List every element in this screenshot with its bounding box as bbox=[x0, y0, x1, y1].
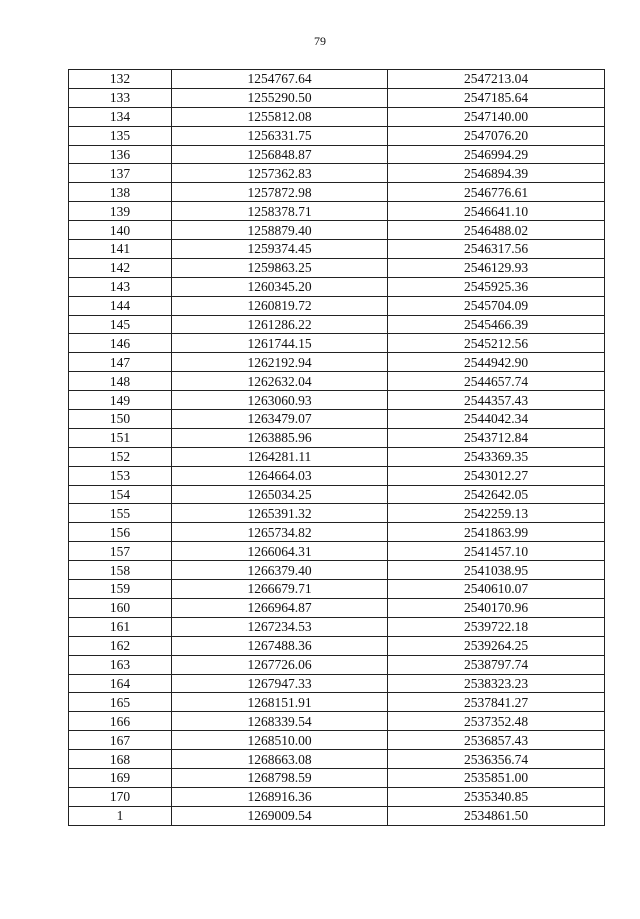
y-coordinate-cell: 2535340.85 bbox=[388, 787, 605, 806]
y-coordinate-cell: 2543012.27 bbox=[388, 466, 605, 485]
table-row bbox=[69, 372, 605, 391]
point-number-cell: 159 bbox=[69, 580, 172, 599]
x-coordinate-cell: 1266964.87 bbox=[172, 598, 388, 617]
y-coordinate-cell: 2534861.50 bbox=[388, 806, 605, 825]
table-row bbox=[69, 353, 605, 372]
point-number-cell: 163 bbox=[69, 655, 172, 674]
x-coordinate-cell: 1263060.93 bbox=[172, 391, 388, 410]
point-number-cell: 166 bbox=[69, 712, 172, 731]
y-coordinate-cell: 2536857.43 bbox=[388, 731, 605, 750]
y-coordinate-cell: 2547140.00 bbox=[388, 107, 605, 126]
coordinates-table bbox=[68, 69, 605, 826]
table-row bbox=[69, 485, 605, 504]
point-number-cell: 168 bbox=[69, 750, 172, 769]
y-coordinate-cell: 2541457.10 bbox=[388, 542, 605, 561]
table-row bbox=[69, 202, 605, 221]
x-coordinate-cell: 1255812.08 bbox=[172, 107, 388, 126]
table-row bbox=[69, 126, 605, 145]
table-row bbox=[69, 107, 605, 126]
y-coordinate-cell: 2545466.39 bbox=[388, 315, 605, 334]
x-coordinate-cell: 1265734.82 bbox=[172, 523, 388, 542]
table-row bbox=[69, 523, 605, 542]
point-number-cell: 144 bbox=[69, 296, 172, 315]
x-coordinate-cell: 1266379.40 bbox=[172, 561, 388, 580]
point-number-cell: 150 bbox=[69, 410, 172, 429]
point-number-cell: 149 bbox=[69, 391, 172, 410]
x-coordinate-cell: 1268916.36 bbox=[172, 787, 388, 806]
point-number-cell: 141 bbox=[69, 240, 172, 259]
y-coordinate-cell: 2537841.27 bbox=[388, 693, 605, 712]
y-coordinate-cell: 2547213.04 bbox=[388, 70, 605, 89]
table-row bbox=[69, 183, 605, 202]
point-number-cell: 170 bbox=[69, 787, 172, 806]
x-coordinate-cell: 1258879.40 bbox=[172, 221, 388, 240]
y-coordinate-cell: 2538797.74 bbox=[388, 655, 605, 674]
x-coordinate-cell: 1265034.25 bbox=[172, 485, 388, 504]
point-number-cell: 134 bbox=[69, 107, 172, 126]
x-coordinate-cell: 1268339.54 bbox=[172, 712, 388, 731]
x-coordinate-cell: 1262192.94 bbox=[172, 353, 388, 372]
y-coordinate-cell: 2546894.39 bbox=[388, 164, 605, 183]
point-number-cell: 153 bbox=[69, 466, 172, 485]
point-number-cell: 152 bbox=[69, 447, 172, 466]
point-number-cell: 156 bbox=[69, 523, 172, 542]
x-coordinate-cell: 1257872.98 bbox=[172, 183, 388, 202]
y-coordinate-cell: 2546129.93 bbox=[388, 258, 605, 277]
table-row bbox=[69, 240, 605, 259]
x-coordinate-cell: 1255290.50 bbox=[172, 88, 388, 107]
table-body bbox=[69, 70, 605, 826]
point-number-cell: 155 bbox=[69, 504, 172, 523]
table-row bbox=[69, 750, 605, 769]
table-row bbox=[69, 145, 605, 164]
point-number-cell: 162 bbox=[69, 636, 172, 655]
x-coordinate-cell: 1265391.32 bbox=[172, 504, 388, 523]
y-coordinate-cell: 2541038.95 bbox=[388, 561, 605, 580]
table-row bbox=[69, 504, 605, 523]
point-number-cell: 161 bbox=[69, 617, 172, 636]
table-row bbox=[69, 806, 605, 825]
x-coordinate-cell: 1268151.91 bbox=[172, 693, 388, 712]
y-coordinate-cell: 2544657.74 bbox=[388, 372, 605, 391]
x-coordinate-cell: 1264664.03 bbox=[172, 466, 388, 485]
table-row bbox=[69, 598, 605, 617]
x-coordinate-cell: 1256848.87 bbox=[172, 145, 388, 164]
x-coordinate-cell: 1263885.96 bbox=[172, 428, 388, 447]
point-number-cell: 138 bbox=[69, 183, 172, 202]
y-coordinate-cell: 2535851.00 bbox=[388, 768, 605, 787]
x-coordinate-cell: 1269009.54 bbox=[172, 806, 388, 825]
y-coordinate-cell: 2544942.90 bbox=[388, 353, 605, 372]
point-number-cell: 151 bbox=[69, 428, 172, 447]
x-coordinate-cell: 1254767.64 bbox=[172, 70, 388, 89]
x-coordinate-cell: 1261286.22 bbox=[172, 315, 388, 334]
table-row bbox=[69, 580, 605, 599]
x-coordinate-cell: 1263479.07 bbox=[172, 410, 388, 429]
point-number-cell: 143 bbox=[69, 277, 172, 296]
x-coordinate-cell: 1267947.33 bbox=[172, 674, 388, 693]
point-number-cell: 132 bbox=[69, 70, 172, 89]
table-row bbox=[69, 258, 605, 277]
y-coordinate-cell: 2539722.18 bbox=[388, 617, 605, 636]
table-row bbox=[69, 391, 605, 410]
x-coordinate-cell: 1268798.59 bbox=[172, 768, 388, 787]
x-coordinate-cell: 1259863.25 bbox=[172, 258, 388, 277]
x-coordinate-cell: 1267234.53 bbox=[172, 617, 388, 636]
y-coordinate-cell: 2547185.64 bbox=[388, 88, 605, 107]
table-row bbox=[69, 221, 605, 240]
table-row bbox=[69, 561, 605, 580]
y-coordinate-cell: 2542642.05 bbox=[388, 485, 605, 504]
y-coordinate-cell: 2541863.99 bbox=[388, 523, 605, 542]
x-coordinate-cell: 1262632.04 bbox=[172, 372, 388, 391]
y-coordinate-cell: 2546776.61 bbox=[388, 183, 605, 202]
point-number-cell: 146 bbox=[69, 334, 172, 353]
point-number-cell: 160 bbox=[69, 598, 172, 617]
y-coordinate-cell: 2536356.74 bbox=[388, 750, 605, 769]
table-row bbox=[69, 447, 605, 466]
point-number-cell: 148 bbox=[69, 372, 172, 391]
point-number-cell: 165 bbox=[69, 693, 172, 712]
table-row bbox=[69, 674, 605, 693]
y-coordinate-cell: 2539264.25 bbox=[388, 636, 605, 655]
y-coordinate-cell: 2546641.10 bbox=[388, 202, 605, 221]
table-row bbox=[69, 617, 605, 636]
y-coordinate-cell: 2540610.07 bbox=[388, 580, 605, 599]
y-coordinate-cell: 2545704.09 bbox=[388, 296, 605, 315]
table-row bbox=[69, 164, 605, 183]
page-number: 79 bbox=[314, 34, 326, 48]
table-row bbox=[69, 428, 605, 447]
table-row bbox=[69, 277, 605, 296]
point-number-cell: 164 bbox=[69, 674, 172, 693]
table-row bbox=[69, 88, 605, 107]
x-coordinate-cell: 1267726.06 bbox=[172, 655, 388, 674]
point-number-cell: 136 bbox=[69, 145, 172, 164]
point-number-cell: 158 bbox=[69, 561, 172, 580]
point-number-cell: 1 bbox=[69, 806, 172, 825]
point-number-cell: 154 bbox=[69, 485, 172, 504]
x-coordinate-cell: 1257362.83 bbox=[172, 164, 388, 183]
x-coordinate-cell: 1268663.08 bbox=[172, 750, 388, 769]
y-coordinate-cell: 2543369.35 bbox=[388, 447, 605, 466]
table-row bbox=[69, 296, 605, 315]
y-coordinate-cell: 2542259.13 bbox=[388, 504, 605, 523]
y-coordinate-cell: 2544042.34 bbox=[388, 410, 605, 429]
y-coordinate-cell: 2540170.96 bbox=[388, 598, 605, 617]
x-coordinate-cell: 1266679.71 bbox=[172, 580, 388, 599]
x-coordinate-cell: 1260345.20 bbox=[172, 277, 388, 296]
table-row bbox=[69, 466, 605, 485]
table-row bbox=[69, 768, 605, 787]
point-number-cell: 133 bbox=[69, 88, 172, 107]
table-row bbox=[69, 712, 605, 731]
x-coordinate-cell: 1266064.31 bbox=[172, 542, 388, 561]
x-coordinate-cell: 1267488.36 bbox=[172, 636, 388, 655]
y-coordinate-cell: 2537352.48 bbox=[388, 712, 605, 731]
y-coordinate-cell: 2545925.36 bbox=[388, 277, 605, 296]
point-number-cell: 142 bbox=[69, 258, 172, 277]
point-number-cell: 135 bbox=[69, 126, 172, 145]
y-coordinate-cell: 2538323.23 bbox=[388, 674, 605, 693]
y-coordinate-cell: 2545212.56 bbox=[388, 334, 605, 353]
table-row bbox=[69, 655, 605, 674]
y-coordinate-cell: 2543712.84 bbox=[388, 428, 605, 447]
table-row bbox=[69, 334, 605, 353]
point-number-cell: 139 bbox=[69, 202, 172, 221]
x-coordinate-cell: 1264281.11 bbox=[172, 447, 388, 466]
point-number-cell: 147 bbox=[69, 353, 172, 372]
y-coordinate-cell: 2544357.43 bbox=[388, 391, 605, 410]
point-number-cell: 169 bbox=[69, 768, 172, 787]
y-coordinate-cell: 2547076.20 bbox=[388, 126, 605, 145]
point-number-cell: 145 bbox=[69, 315, 172, 334]
table-row bbox=[69, 542, 605, 561]
x-coordinate-cell: 1260819.72 bbox=[172, 296, 388, 315]
x-coordinate-cell: 1261744.15 bbox=[172, 334, 388, 353]
point-number-cell: 167 bbox=[69, 731, 172, 750]
table-row bbox=[69, 410, 605, 429]
y-coordinate-cell: 2546317.56 bbox=[388, 240, 605, 259]
x-coordinate-cell: 1256331.75 bbox=[172, 126, 388, 145]
table-row bbox=[69, 693, 605, 712]
table-row bbox=[69, 636, 605, 655]
table-row bbox=[69, 731, 605, 750]
y-coordinate-cell: 2546488.02 bbox=[388, 221, 605, 240]
x-coordinate-cell: 1259374.45 bbox=[172, 240, 388, 259]
x-coordinate-cell: 1258378.71 bbox=[172, 202, 388, 221]
point-number-cell: 137 bbox=[69, 164, 172, 183]
x-coordinate-cell: 1268510.00 bbox=[172, 731, 388, 750]
point-number-cell: 140 bbox=[69, 221, 172, 240]
y-coordinate-cell: 2546994.29 bbox=[388, 145, 605, 164]
point-number-cell: 157 bbox=[69, 542, 172, 561]
table-row bbox=[69, 787, 605, 806]
table-row bbox=[69, 70, 605, 89]
table-row bbox=[69, 315, 605, 334]
